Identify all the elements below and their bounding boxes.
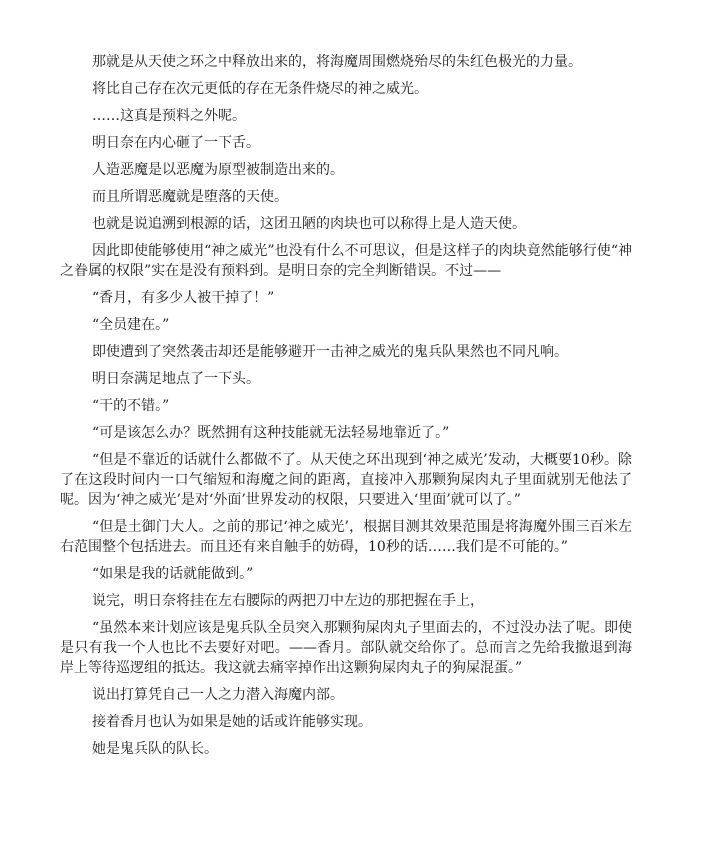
paragraph: “虽然本来计划应该是鬼兵队全员突入那颗狗屎肉丸子里面去的，不过没办法了呢。即使是只有我一个人也比不去要好对吧。——香月。部队就交给你了。总而言之先给我撤退到海岸上等待巡逻组的抵达。我这就去痛宰掉作出这颗狗屎肉丸子的狗屎混蛋。”	[60, 620, 632, 676]
paragraph: 她是鬼兵队的队长。	[92, 741, 218, 757]
paragraph: 将比自己存在次元更低的存在无条件烧尽的神之威光。	[92, 81, 428, 97]
paragraph: 因此即使能够使用“神之威光”也没有什么不可思议，但是这样子的肉块竟然能够行使“神之眷属的权限”实在是没有预料到。是明日奈的完全判断错误。不过——	[60, 243, 632, 279]
paragraph: 人造恶魔是以恶魔为原型被制造出来的。	[92, 162, 344, 178]
paragraph: 而且所谓恶魔就是堕落的天使。	[92, 189, 288, 205]
paragraph: 明日奈满足地点了一下头。	[92, 371, 260, 387]
paragraph: “如果是我的话就能做到。”	[92, 566, 254, 582]
paragraph: 即使遭到了突然袭击却还是能够避开一击神之威光的鬼兵队果然也不同凡响。	[92, 344, 568, 360]
paragraph: “但是不靠近的话就什么都做不了。从天使之环出现到‘神之威光’发动，大概要10秒。除了在这段时间内一口气缩短和海魔之间的距离，直接冲入那颗狗屎肉丸子里面就别无他法了呢。因为‘神之威光’是对‘外面’世界发动的权限，只要进入‘里面’就可以了。”	[60, 452, 632, 508]
paragraph: “全员建在。”	[92, 317, 170, 333]
paragraph: “香月，有多少人被干掉了！”	[92, 290, 275, 306]
paragraph: “干的不错。”	[92, 398, 170, 414]
paragraph: 那就是从天使之环之中释放出来的，将海魔周围燃烧殆尽的朱红色极光的力量。	[92, 54, 582, 70]
paragraph: 也就是说追溯到根源的话，这团丑陋的肉块也可以称得上是人造天使。	[92, 216, 526, 232]
paragraph: 明日奈在内心砸了一下舌。	[92, 135, 260, 151]
paragraph: 接着香月也认为如果是她的话或许能够实现。	[92, 714, 372, 730]
paragraph: ……这真是预料之外呢。	[92, 108, 246, 124]
paragraph: “但是土御门大人。之前的那记‘神之威光’，根据目测其效果范围是将海魔外围三百米左右范围整个包括进去。而且还有来自触手的妨碍，10秒的话……我们是不可能的。”	[60, 519, 632, 555]
paragraph: “可是该怎么办？既然拥有这种技能就无法轻易地靠近了。”	[92, 425, 450, 441]
paragraph: 说完，明日奈将挂在左右腰际的两把刀中左边的那把握在手上，	[92, 593, 484, 609]
paragraph: 说出打算凭自己一人之力潜入海魔内部。	[92, 687, 344, 703]
